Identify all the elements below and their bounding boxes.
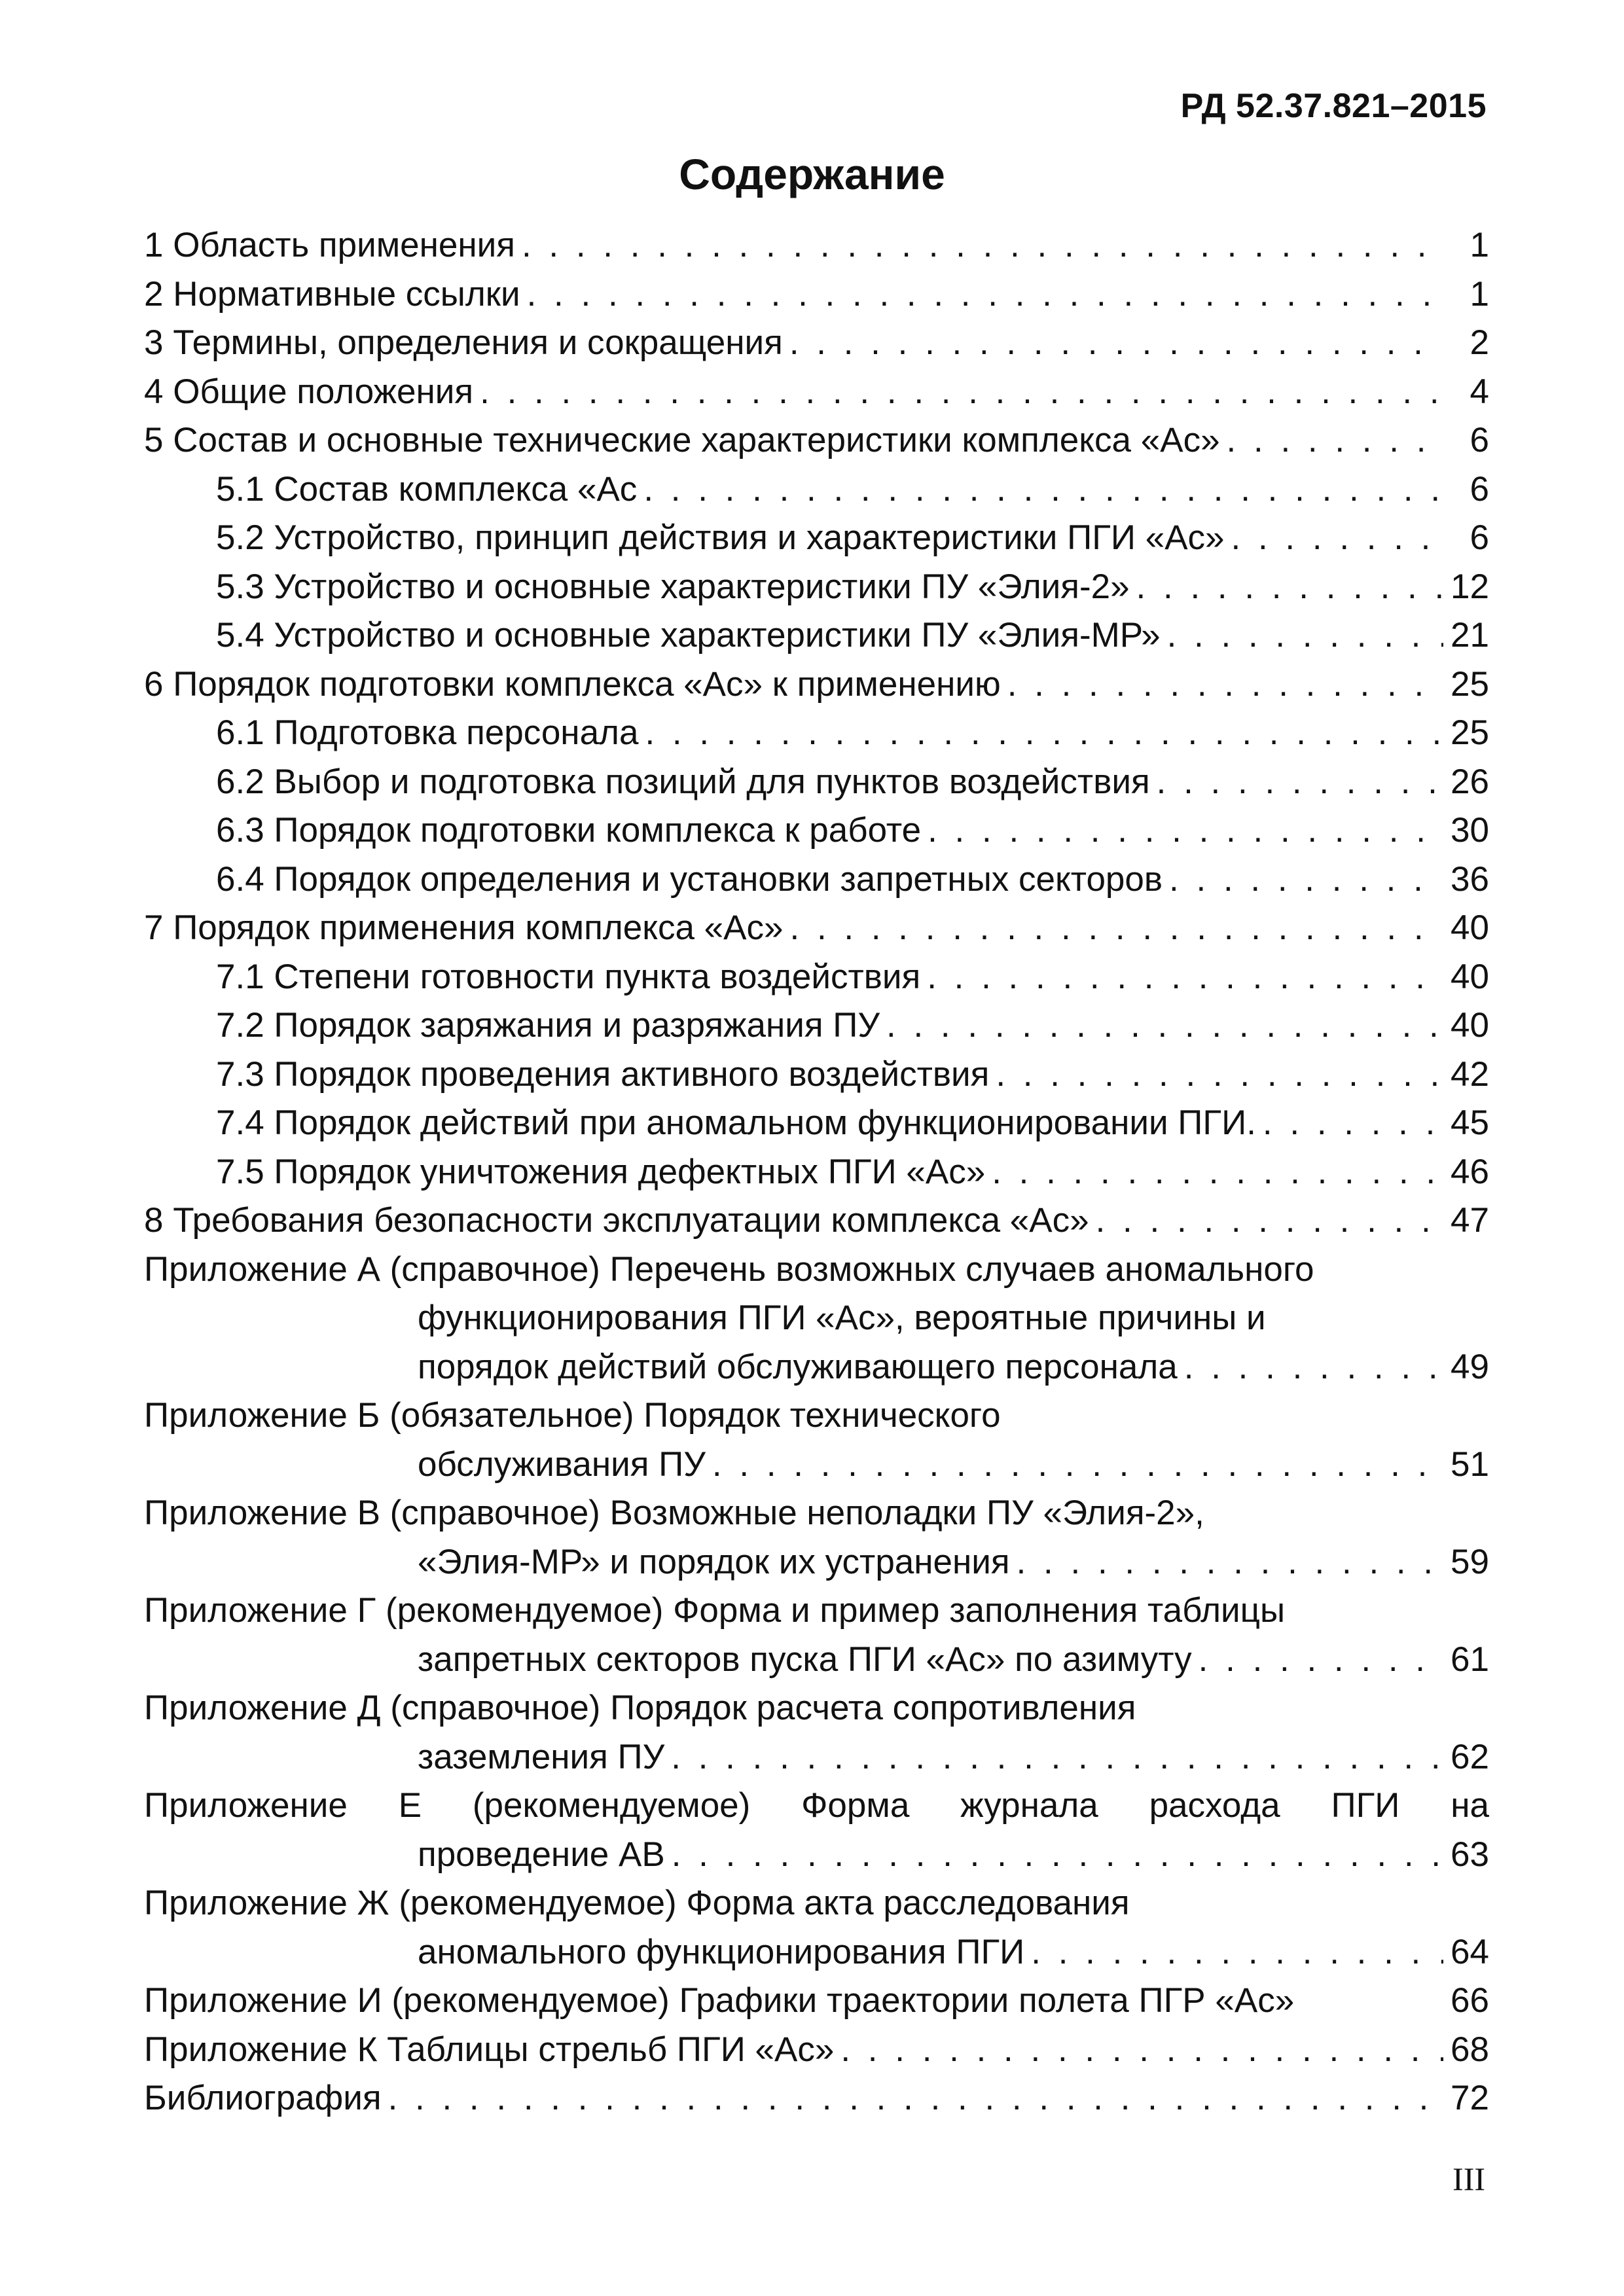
toc-entry-page: 40 bbox=[1451, 908, 1489, 947]
toc-appendix-zh[interactable] bbox=[144, 1879, 1489, 1977]
toc-entry-page: 12 bbox=[1451, 567, 1489, 606]
appendix-continuation: функционирования ПГИ «Ас», вероятные причины и bbox=[418, 1299, 1266, 1337]
dot-leader bbox=[1199, 1636, 1443, 1685]
toc-entry-page: 68 bbox=[1451, 2030, 1489, 2069]
toc-subentry[interactable] bbox=[144, 1050, 1489, 1100]
appendix-last-line: «Элия-МР» и порядок их устранения bbox=[418, 1542, 1010, 1581]
toc-appendix-v[interactable] bbox=[144, 1489, 1489, 1587]
appendix-last-line: аномального функционирования ПГИ bbox=[418, 1932, 1025, 1971]
dot-leader bbox=[527, 270, 1443, 319]
toc-subentry[interactable] bbox=[144, 1001, 1489, 1050]
dot-leader bbox=[1157, 758, 1443, 807]
toc-entry-title: 6.4 Порядок определения и установки запретных секторов bbox=[216, 859, 1163, 899]
dot-leader bbox=[840, 2026, 1443, 2075]
toc-entry-title: 7.2 Порядок заряжания и разряжания ПУ bbox=[216, 1006, 880, 1045]
toc-appendix-g[interactable] bbox=[144, 1587, 1489, 1684]
toc-entry-page: 1 bbox=[1470, 226, 1489, 264]
toc-subentry[interactable] bbox=[144, 611, 1489, 660]
toc-entry-title: 1 Область применения bbox=[144, 226, 515, 264]
appendix-last-line: проведение АВ bbox=[418, 1835, 665, 1874]
page-number: III bbox=[1453, 2161, 1485, 2197]
toc-entry-title: 6.2 Выбор и подготовка позиций для пунктов воздействия bbox=[216, 762, 1150, 801]
appendix-heading: Приложение Ж (рекомендуемое) Форма акта расследования bbox=[144, 1884, 1130, 1922]
dot-leader bbox=[643, 465, 1443, 514]
dot-leader bbox=[645, 709, 1443, 758]
toc-entry-title: 7.5 Порядок уничтожения дефектных ПГИ «Ас» bbox=[216, 1152, 986, 1191]
toc-entry[interactable] bbox=[144, 270, 1489, 319]
toc-entry-page: 42 bbox=[1451, 1054, 1489, 1094]
toc-appendix-b[interactable] bbox=[144, 1391, 1489, 1489]
toc-subentry[interactable] bbox=[144, 855, 1489, 905]
toc-entry-title: 4 Общие положения bbox=[144, 372, 474, 411]
toc-entry-title: 6 Порядок подготовки комплекса «Ас» к применению bbox=[144, 664, 1001, 704]
toc-appendix-e[interactable] bbox=[144, 1782, 1489, 1879]
toc-entry-title: 5.3 Устройство и основные характеристики ПУ «Элия-2» bbox=[216, 567, 1130, 606]
toc-entry-page: 61 bbox=[1451, 1640, 1489, 1679]
appendix-heading-word: Е bbox=[398, 1786, 422, 1825]
toc-entry-page: 51 bbox=[1451, 1444, 1489, 1484]
toc-entry-title: 6.1 Подготовка персонала bbox=[216, 713, 639, 752]
toc-entry-page: 36 bbox=[1451, 859, 1489, 899]
toc-entry[interactable] bbox=[144, 1977, 1489, 2026]
toc-appendix-d[interactable] bbox=[144, 1684, 1489, 1782]
dot-leader bbox=[1096, 1196, 1443, 1246]
toc-subentry[interactable] bbox=[144, 953, 1489, 1002]
toc-subentry[interactable] bbox=[144, 1099, 1489, 1148]
toc-entry[interactable] bbox=[144, 660, 1489, 709]
table-of-contents bbox=[144, 221, 1489, 2123]
dot-leader bbox=[480, 368, 1443, 417]
toc-entry-page: 4 bbox=[1470, 372, 1489, 411]
toc-appendix-a[interactable] bbox=[144, 1246, 1489, 1392]
dot-leader bbox=[712, 1441, 1443, 1490]
toc-entry-page: 66 bbox=[1451, 1981, 1489, 2020]
dot-leader bbox=[522, 221, 1443, 270]
toc-entry-title: 8 Требования безопасности эксплуатации комплекса «Ас» bbox=[144, 1201, 1089, 1240]
appendix-last-line: запретных секторов пуска ПГИ «Ас» по азимуту bbox=[418, 1640, 1192, 1679]
dot-leader bbox=[1167, 611, 1443, 660]
toc-entry-page: 25 bbox=[1451, 664, 1489, 704]
appendix-heading: Приложение В (справочное) Возможные неполадки ПУ «Элия-2», bbox=[144, 1494, 1204, 1532]
toc-entry-page: 63 bbox=[1451, 1835, 1489, 1874]
toc-entry-page: 2 bbox=[1470, 323, 1489, 362]
toc-subentry[interactable] bbox=[144, 465, 1489, 514]
toc-subentry[interactable] bbox=[144, 563, 1489, 612]
toc-subentry[interactable] bbox=[144, 806, 1489, 855]
toc-entry-page: 47 bbox=[1451, 1201, 1489, 1240]
appendix-heading bbox=[144, 1782, 1489, 1831]
dot-leader bbox=[790, 904, 1444, 953]
toc-entry[interactable] bbox=[144, 904, 1489, 953]
appendix-heading-word: на bbox=[1451, 1786, 1489, 1825]
toc-entry-page: 25 bbox=[1451, 713, 1489, 752]
toc-subentry[interactable] bbox=[144, 709, 1489, 758]
appendix-last-line: обслуживания ПУ bbox=[418, 1444, 706, 1484]
toc-entry[interactable] bbox=[144, 221, 1489, 270]
appendix-heading: Приложение Г (рекомендуемое) Форма и пример заполнения таблицы bbox=[144, 1591, 1286, 1630]
toc-entry[interactable] bbox=[144, 2026, 1489, 2075]
toc-entry-page: 62 bbox=[1451, 1737, 1489, 1776]
toc-entry[interactable] bbox=[144, 368, 1489, 417]
dot-leader bbox=[672, 1831, 1443, 1880]
toc-entry-title: Библиография bbox=[144, 2079, 382, 2117]
toc-subentry[interactable] bbox=[144, 1148, 1489, 1197]
toc-entry-page: 6 bbox=[1470, 469, 1489, 509]
toc-entry-page: 6 bbox=[1470, 518, 1489, 557]
appendix-heading-word: ПГИ bbox=[1331, 1786, 1400, 1825]
toc-entry-page: 59 bbox=[1451, 1542, 1489, 1581]
dot-leader bbox=[992, 1148, 1443, 1197]
appendix-last-line: порядок действий обслуживающего персонала bbox=[418, 1347, 1178, 1386]
toc-entry[interactable] bbox=[144, 319, 1489, 368]
toc-entry-title: 7 Порядок применения комплекса «Ас» bbox=[144, 908, 784, 947]
dot-leader bbox=[671, 1733, 1443, 1782]
toc-entry-title: 5.4 Устройство и основные характеристики ПУ «Элия-МР» bbox=[216, 616, 1161, 655]
toc-entry-page: 45 bbox=[1451, 1103, 1489, 1142]
toc-entry-page: 30 bbox=[1451, 811, 1489, 850]
appendix-heading-word: расхода bbox=[1149, 1786, 1280, 1825]
toc-entry-title: 5.2 Устройство, принцип действия и характеристики ПГИ «Ас» bbox=[216, 518, 1225, 557]
toc-entry-title: 7.4 Порядок действий при аномальном функционировании ПГИ. bbox=[216, 1103, 1256, 1142]
toc-entry-page: 72 bbox=[1451, 2079, 1489, 2117]
toc-entry-page: 26 bbox=[1451, 762, 1489, 801]
toc-entry-page: 40 bbox=[1451, 957, 1489, 996]
toc-entry-page: 6 bbox=[1470, 421, 1489, 459]
toc-entry-title: Приложение К Таблицы стрельб ПГИ «Ас» bbox=[144, 2030, 835, 2069]
toc-entry-page: 46 bbox=[1451, 1152, 1489, 1191]
appendix-heading: Приложение Д (справочное) Порядок расчета сопротивления bbox=[144, 1689, 1136, 1727]
dot-leader bbox=[928, 806, 1443, 855]
toc-entry-title: 7.1 Степени готовности пункта воздействия bbox=[216, 957, 921, 996]
toc-entry-page: 21 bbox=[1451, 616, 1489, 655]
page-title: Содержание bbox=[679, 150, 945, 198]
appendix-heading: Приложение Б (обязательное) Порядок технического bbox=[144, 1396, 1001, 1435]
toc-entry-page: 1 bbox=[1470, 274, 1489, 314]
dot-leader bbox=[1136, 563, 1443, 612]
dot-leader bbox=[1231, 514, 1443, 563]
appendix-heading-word: Форма bbox=[801, 1786, 910, 1825]
appendix-heading-word: журнала bbox=[960, 1786, 1098, 1825]
dot-leader bbox=[886, 1001, 1443, 1050]
dot-leader bbox=[789, 319, 1443, 368]
toc-entry[interactable] bbox=[144, 1196, 1489, 1246]
toc-entry-title: 5 Состав и основные технические характеристики комплекса «Ас» bbox=[144, 421, 1220, 459]
dot-leader bbox=[1169, 855, 1443, 905]
dot-leader bbox=[1184, 1343, 1443, 1392]
dot-leader bbox=[927, 953, 1443, 1002]
dot-leader bbox=[1263, 1099, 1443, 1148]
dot-leader bbox=[1017, 1538, 1443, 1587]
toc-entry[interactable] bbox=[144, 416, 1489, 465]
toc-subentry[interactable] bbox=[144, 758, 1489, 807]
toc-subentry[interactable] bbox=[144, 514, 1489, 563]
dot-leader bbox=[1227, 416, 1443, 465]
toc-entry-title: 6.3 Порядок подготовки комплекса к работе bbox=[216, 811, 922, 850]
toc-entry-title: 5.1 Состав комплекса «Ас bbox=[216, 469, 638, 509]
dot-leader bbox=[1031, 1928, 1443, 1977]
toc-entry-title: 7.3 Порядок проведения активного воздействия bbox=[216, 1054, 990, 1094]
appendix-heading-word: (рекомендуемое) bbox=[472, 1786, 751, 1825]
toc-entry-title: 3 Термины, определения и сокращения bbox=[144, 323, 783, 362]
toc-entry-title: 2 Нормативные ссылки bbox=[144, 274, 520, 314]
document-code: РД 52.37.821–2015 bbox=[1180, 87, 1487, 125]
toc-entry[interactable] bbox=[144, 2074, 1489, 2123]
toc-entry-page: 64 bbox=[1451, 1932, 1489, 1971]
dot-leader bbox=[1007, 660, 1443, 709]
appendix-heading-word: Приложение bbox=[144, 1786, 348, 1825]
appendix-last-line: заземления ПУ bbox=[418, 1737, 665, 1776]
dot-leader bbox=[996, 1050, 1443, 1100]
toc-entry-page: 49 bbox=[1451, 1347, 1489, 1386]
toc-entry-page: 40 bbox=[1451, 1006, 1489, 1045]
dot-leader bbox=[388, 2074, 1443, 2123]
appendix-heading: Приложение А (справочное) Перечень возможных случаев аномального bbox=[144, 1249, 1314, 1289]
toc-entry-title: Приложение И (рекомендуемое) Графики траектории полета ПГР «Ас» bbox=[144, 1981, 1295, 2020]
